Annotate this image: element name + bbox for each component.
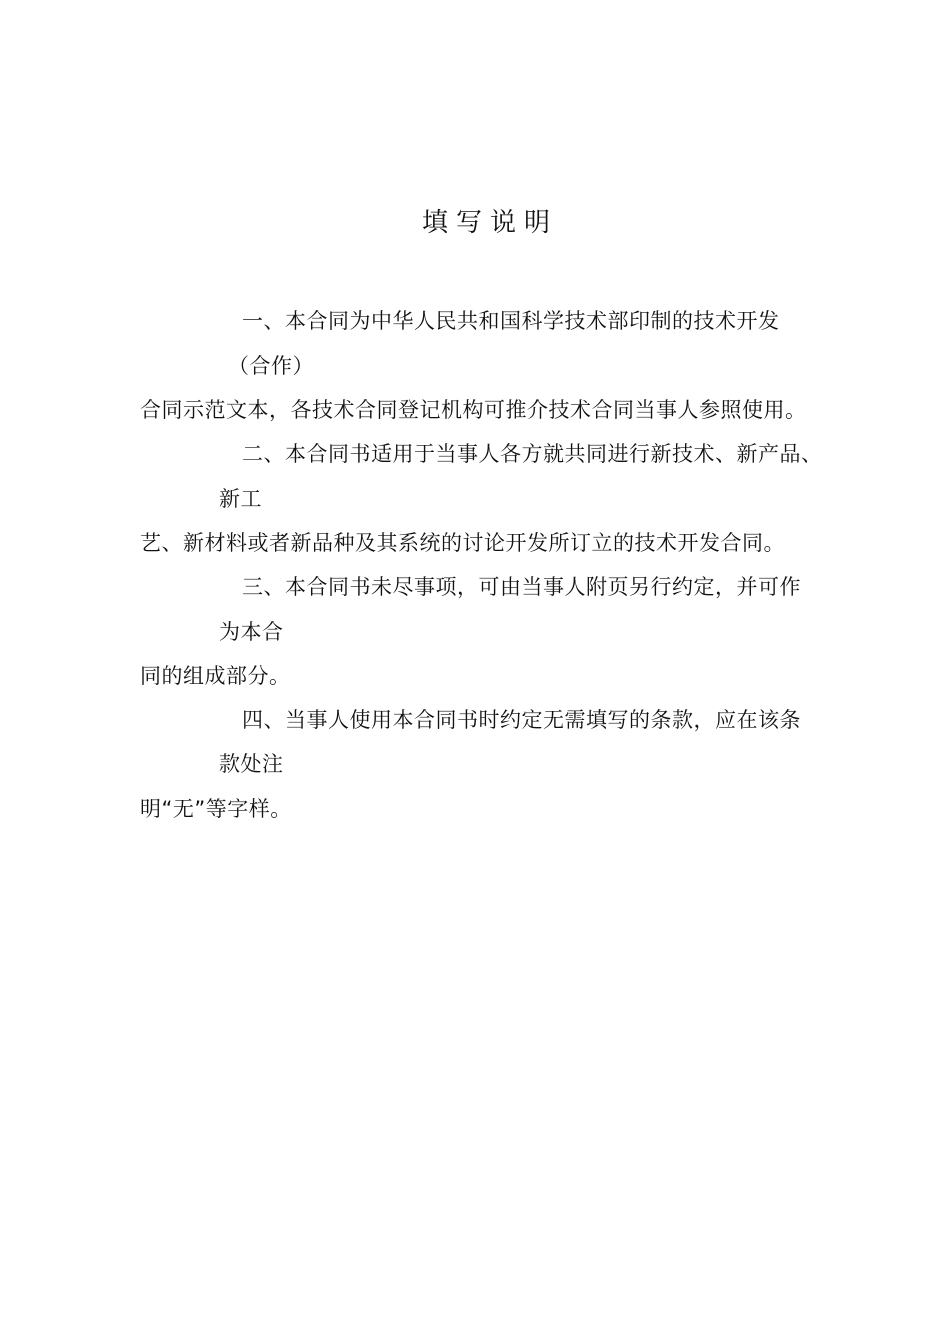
item-3-line-1: 三、本合同书未尽事项，可由当事人附页另行约定，并可作	[242, 575, 801, 599]
page-title: 填写说明	[421, 208, 558, 238]
item-4-line-1: 四、当事人使用本合同书时约定无需填写的条款，应在该条	[242, 708, 801, 732]
item-1-line-1: 一、本合同为中华人民共和国科学技术部印制的技术开发	[242, 309, 780, 333]
item-4-line-2: 款处注	[219, 752, 284, 776]
item-3-line-3: 同的组成部分。	[140, 664, 291, 688]
item-2-line-3: 艺、新材料或者新品种及其系统的讨论开发所订立的技术开发合同。	[140, 531, 785, 555]
item-2-line-2: 新工	[219, 487, 262, 511]
item-2-line-1: 二、本合同书适用于当事人各方就共同进行新技术、新产品、	[242, 442, 823, 466]
item-3-line-2: 为本合	[219, 620, 284, 644]
item-1-line-3: 合同示范文本，各技术合同登记机构可推介技术合同当事人参照使用。	[140, 398, 807, 422]
item-4-line-3: 明“无”等字样。	[140, 797, 292, 821]
item-1-line-2: （合作）	[228, 354, 314, 378]
